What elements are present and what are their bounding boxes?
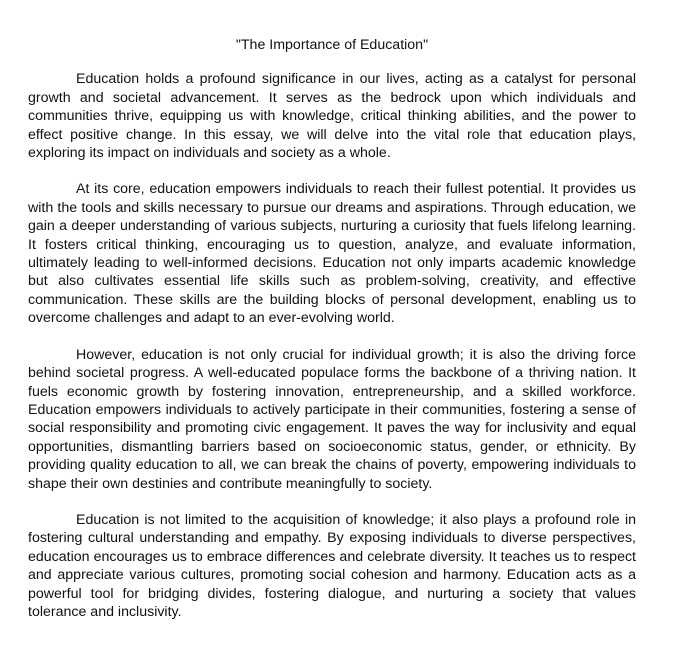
paragraph-introduction: Education holds a profound significance in our lives, acting as a catalyst for personal growth and societal advancement. It serves as the bedrock upon which individuals and communities thrive, equipping us with knowledge, critical thinking abilities, and the power to effect positive change. In this essay, we will delve into the vital role that education plays, exploring its impact on individuals and society as a whole. xyxy=(28,71,636,162)
document-body xyxy=(28,36,636,639)
paragraph-personal-potential: At its core, education empowers individuals to reach their fullest potential. It provides us with the tools and skills necessary to pursue our dreams and aspirations. Through education, we gain a deeper understanding of various subjects, nurturing a curiosity that fuels lifelong learning. It fosters critical thinking, encouraging us to question, analyze, and evaluate information, ultimately leading to well-informed decisions. Education not only imparts academic knowledge but also cultivates essential life skills such as problem-solving, creativity, and effective communication. These skills are the building blocks of personal development, enabling us to overcome challenges and adapt to an ever-evolving world. xyxy=(28,181,636,327)
paragraph-societal-progress: However, education is not only crucial for individual growth; it is also the driving force behind societal progress. A well-educated populace forms the backbone of a thriving nation. It fuels economic growth by fostering innovation, entrepreneurship, and a skilled workforce. Education empowers individuals to actively participate in their communities, fostering a sense of social responsibility and promoting civic engagement. It paves the way for inclusivity and equal opportunities, dismantling barriers based on socioeconomic status, gender, or ethnicity. By providing quality education to all, we can break the chains of poverty, empowering individuals to shape their own destinies and contribute meaningfully to society. xyxy=(28,346,636,492)
paragraph-cultural-understanding: Education is not limited to the acquisition of knowledge; it also plays a profound role in fostering cultural understanding and empathy. By exposing individuals to diverse perspectives, education encourages us to embrace differences and celebrate diversity. It teaches us to respect and appreciate various cultures, promoting social cohesion and harmony. Education acts as a powerful tool for bridging divides, fostering dialogue, and nurturing a society that values tolerance and inclusivity. xyxy=(28,511,636,620)
essay-title: "The Importance of Education" xyxy=(235,37,429,53)
